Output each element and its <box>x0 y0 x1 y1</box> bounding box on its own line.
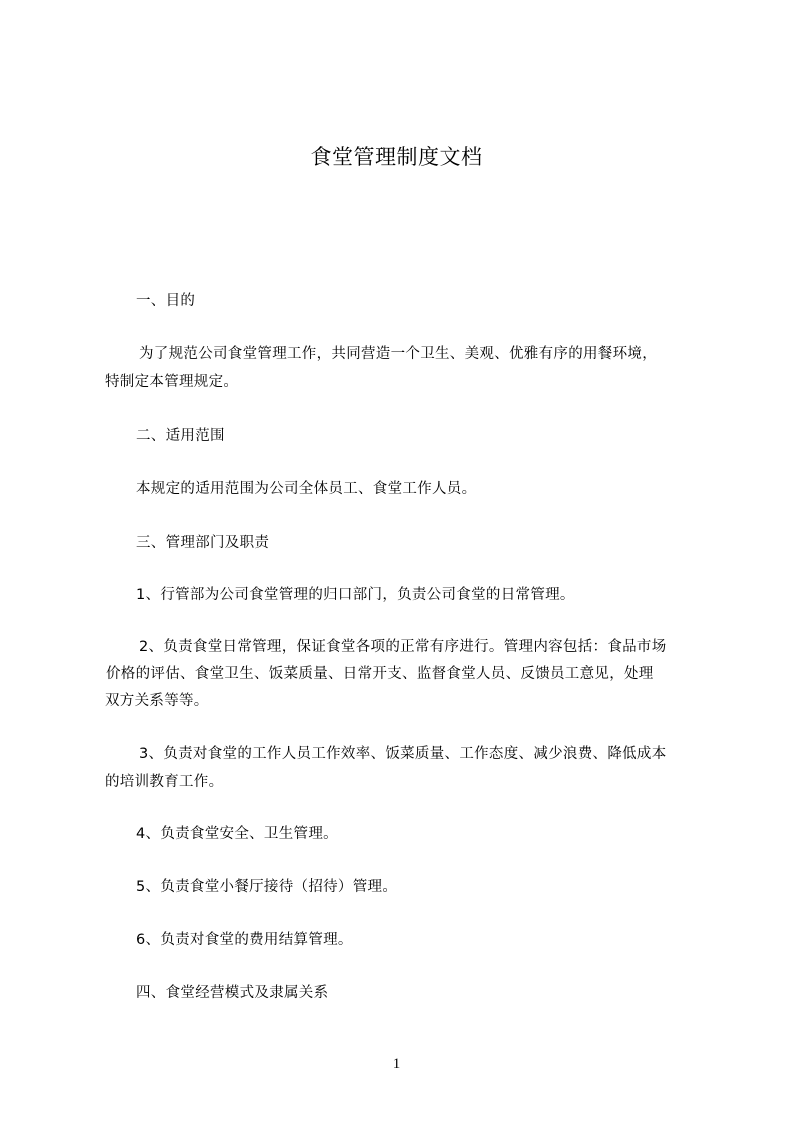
section-heading-purpose: 一、目的 <box>136 293 196 309</box>
duty-item-1: 1、行管部为公司食堂管理的归口部门，负责公司食堂的日常管理。 <box>136 587 575 603</box>
page-number: 1 <box>392 1056 401 1072</box>
duty-item-6: 6、负责对食堂的费用结算管理。 <box>136 932 353 948</box>
section-heading-departments: 三、管理部门及职责 <box>136 535 270 551</box>
duty-item-3-line-1: 3、负责对食堂的工作人员工作效率、饭菜质量、工作态度、减少浪费、降低成本 <box>139 746 667 762</box>
scope-paragraph: 本规定的适用范围为公司全体员工、食堂工作人员。 <box>136 481 477 497</box>
duty-item-3-line-2: 的培训教育工作。 <box>105 774 224 790</box>
document-title: 食堂管理制度文档 <box>310 145 483 169</box>
duty-item-4: 4、负责食堂安全、卫生管理。 <box>136 826 338 842</box>
duty-item-5: 5、负责食堂小餐厅接待（招待）管理。 <box>136 879 398 895</box>
duty-item-2-line-3: 双方关系等等。 <box>105 693 209 709</box>
purpose-paragraph-line-2: 特制定本管理规定。 <box>105 374 239 390</box>
duty-item-2-line-2: 价格的评估、食堂卫生、饭菜质量、日常开支、监督食堂人员、反馈员工意见，处理 <box>106 666 654 682</box>
section-heading-operation-mode: 四、食堂经营模式及隶属关系 <box>136 985 329 1001</box>
duty-item-2-line-1: 2、负责食堂日常管理，保证食堂各项的正常有序进行。管理内容包括：食品市场 <box>139 639 667 655</box>
purpose-paragraph-line-1: 为了规范公司食堂管理工作，共同营造一个卫生、美观、优雅有序的用餐环境， <box>139 346 657 362</box>
section-heading-scope: 二、适用范围 <box>136 428 225 444</box>
